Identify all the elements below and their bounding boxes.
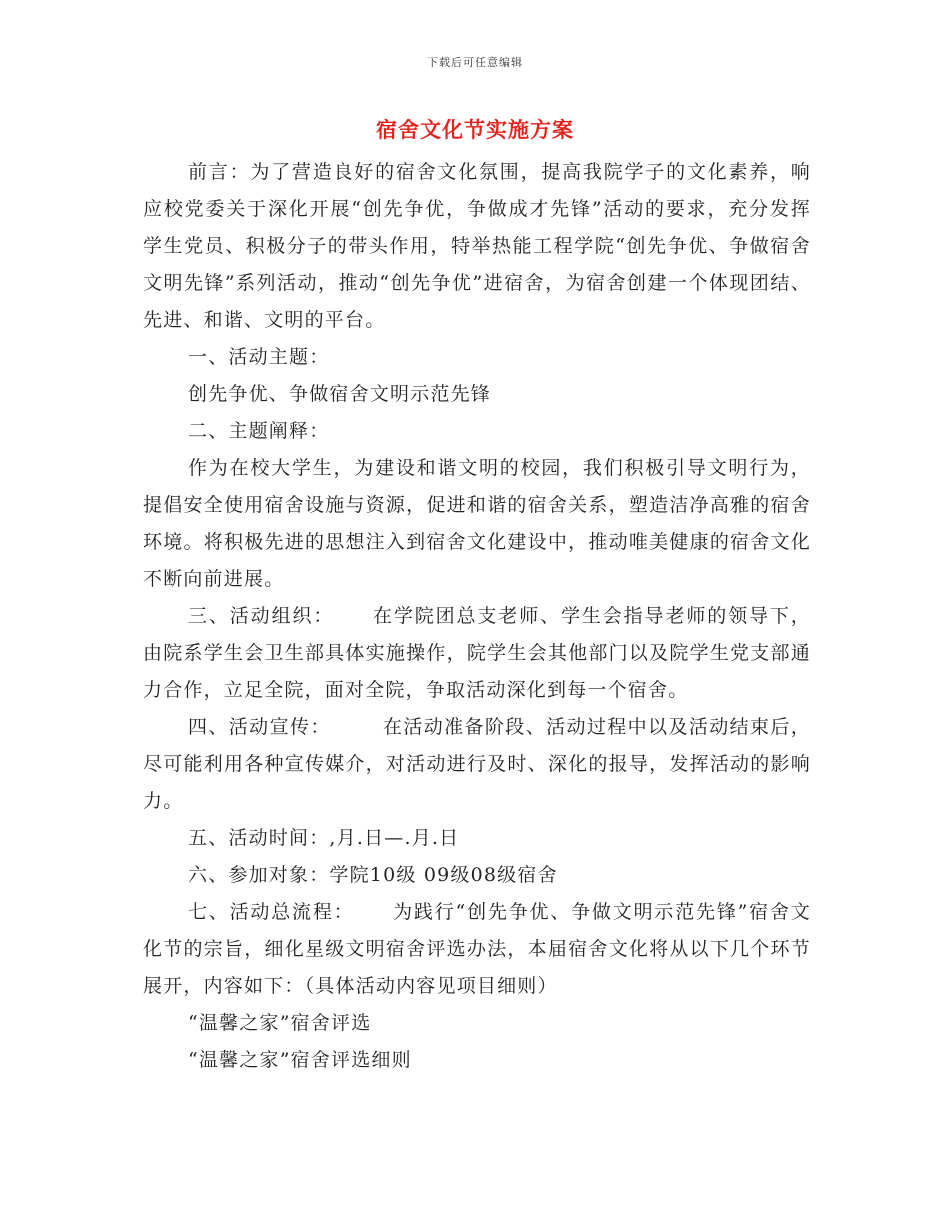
- organization-paragraph: [143, 598, 811, 709]
- theme-text: 创先争优、争做宿舍文明示范先锋: [188, 383, 492, 405]
- flow-paragraph: [143, 894, 811, 1005]
- organization-text: 在学院团总支老师、学生会指导老师的领导下，由院系学生会卫生部具体实施操作，院学生会其他部门以及院学生党支部通力合作，立足全院，面对全院，争取活动深化到每一个宿舍。: [143, 605, 811, 701]
- promotion-text: 在活动准备阶段、活动过程中以及活动结束后，尽可能利用各种宣传媒介，对活动进行及时、深化的报导，发挥活动的影响力。: [143, 716, 811, 812]
- theme-heading: 一、活动主题：: [188, 346, 330, 368]
- explain-heading: 二、主题阐释：: [188, 420, 330, 442]
- explain-paragraph: 作为在校大学生，为建设和谐文明的校园，我们积极引导文明行为，提倡安全使用宿舍设施与资源，促进和谐的宿舍关系，塑造洁净高雅的宿舍环境。将积极先进的思想注入到宿舍文化建设中，推动唯美健康的宿舍文化不断向前进展。: [143, 457, 811, 590]
- organization-heading: 三、活动组织：: [188, 605, 335, 627]
- list-item: “温馨之家”宿舍评选: [188, 1012, 372, 1034]
- participants-line: 六、参加对象：学院10级 09级08级宿舍: [188, 864, 558, 886]
- document-body: [143, 154, 811, 1079]
- document-title: 宿舍文化节实施方案: [376, 117, 574, 142]
- preface-paragraph: 前言：为了营造良好的宿舍文化氛围，提高我院学子的文化素养，响应校党委关于深化开展“创先争优，争做成才先锋”活动的要求，充分发挥学生党员、积极分子的带头作用，特举热能工程学院“创先争优、争做宿舍文明先锋”系列活动，推动“创先争优”进宿舍，为宿舍创建一个体现团结、先进、和谐、文明的平台。: [143, 161, 811, 331]
- promotion-heading: 四、活动宣传：: [188, 716, 331, 738]
- activity-time-line: 五、活动时间：,月.日—.月.日: [188, 827, 460, 849]
- list-item: “温馨之家”宿舍评选细则: [188, 1049, 412, 1071]
- promotion-paragraph: [143, 709, 811, 820]
- flow-text: 为践行“创先争优、争做文明示范先锋”宿舍文化节的宗旨，细化星级文明宿舍评选办法，本届宿舍文化将从以下几个环节展开，内容如下：（具体活动内容见项目细则）: [143, 901, 811, 997]
- flow-heading: 七、活动总流程：: [188, 901, 355, 923]
- header-note: 下载后可任意编辑: [427, 56, 523, 69]
